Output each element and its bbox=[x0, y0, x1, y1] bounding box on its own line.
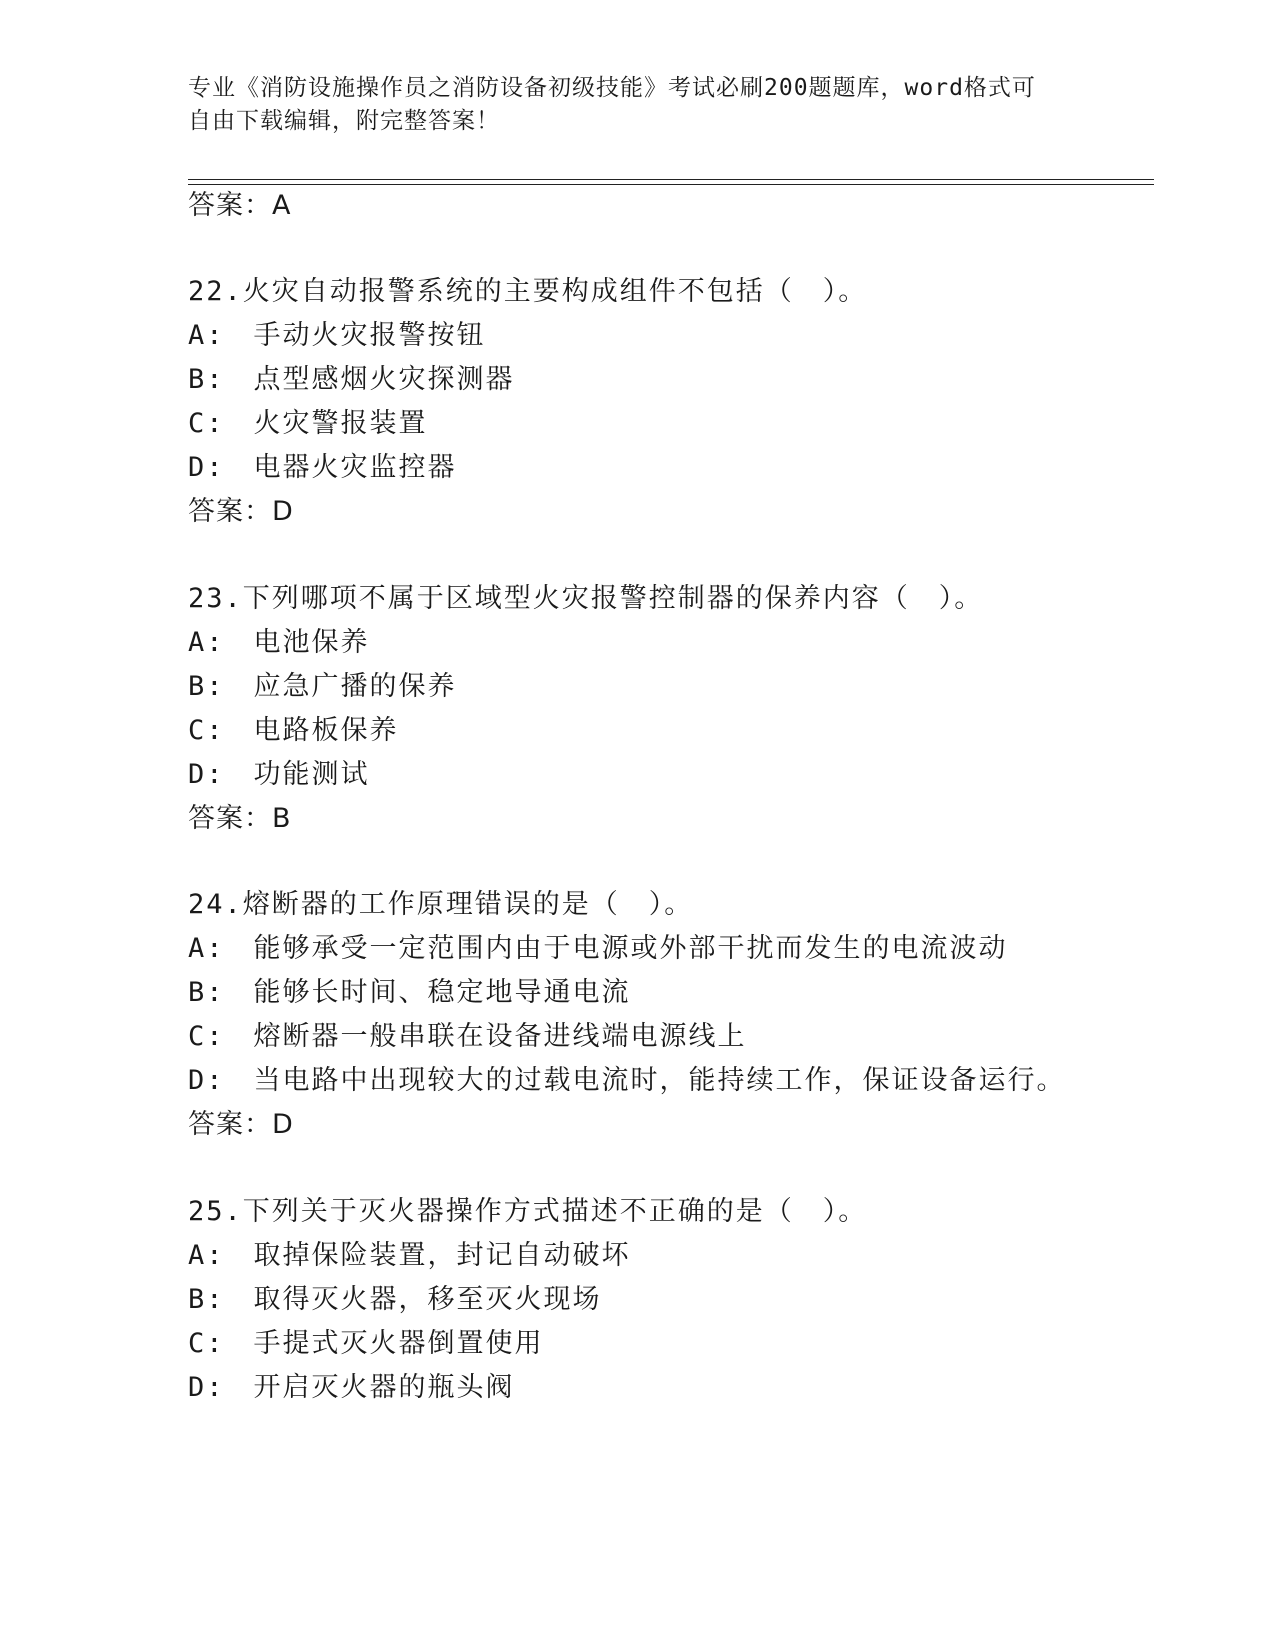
question-answer: 答案：B bbox=[188, 803, 292, 834]
question-option: B: 点型感烟火灾探测器 bbox=[188, 364, 515, 395]
question-option: A: 能够承受一定范围内由于电源或外部干扰而发生的电流波动 bbox=[188, 933, 1008, 964]
header-divider-bottom bbox=[188, 184, 1154, 185]
answer-previous: 答案：A bbox=[188, 190, 292, 221]
question-stem: 25.下列关于灭火器操作方式描述不正确的是（ ）。 bbox=[188, 1196, 868, 1227]
question-option: C: 电路板保养 bbox=[188, 715, 399, 746]
question-option: C: 火灾警报装置 bbox=[188, 408, 428, 439]
question-stem: 22.火灾自动报警系统的主要构成组件不包括（ ）。 bbox=[188, 276, 868, 307]
question-option: B: 能够长时间、稳定地导通电流 bbox=[188, 977, 631, 1008]
question-option: D: 电器火灾监控器 bbox=[188, 452, 457, 483]
question-option: A: 取掉保险装置，封记自动破坏 bbox=[188, 1240, 631, 1271]
question-option: A: 电池保养 bbox=[188, 627, 370, 658]
header-line-2: 自由下载编辑，附完整答案！ bbox=[188, 108, 500, 134]
header-divider-top bbox=[188, 179, 1154, 180]
question-option: D: 功能测试 bbox=[188, 759, 370, 790]
question-option: A: 手动火灾报警按钮 bbox=[188, 320, 486, 351]
question-option: C: 手提式灭火器倒置使用 bbox=[188, 1328, 544, 1359]
question-option: D: 当电路中出现较大的过载电流时，能持续工作，保证设备运行。 bbox=[188, 1065, 1066, 1096]
question-option: C: 熔断器一般串联在设备进线端电源线上 bbox=[188, 1021, 747, 1052]
question-answer: 答案：D bbox=[188, 1109, 294, 1140]
question-stem: 23.下列哪项不属于区域型火灾报警控制器的保养内容（ ）。 bbox=[188, 583, 984, 614]
header-line-1: 专业《消防设施操作员之消防设备初级技能》考试必刷200题题库，word格式可 bbox=[188, 75, 1036, 101]
question-option: B: 应急广播的保养 bbox=[188, 671, 457, 702]
question-answer: 答案：D bbox=[188, 496, 294, 527]
document-header bbox=[188, 72, 1088, 138]
question-option: B: 取得灭火器，移至灭火现场 bbox=[188, 1284, 602, 1315]
question-option: D: 开启灭火器的瓶头阀 bbox=[188, 1372, 515, 1403]
question-stem: 24.熔断器的工作原理错误的是（ ）。 bbox=[188, 889, 694, 920]
